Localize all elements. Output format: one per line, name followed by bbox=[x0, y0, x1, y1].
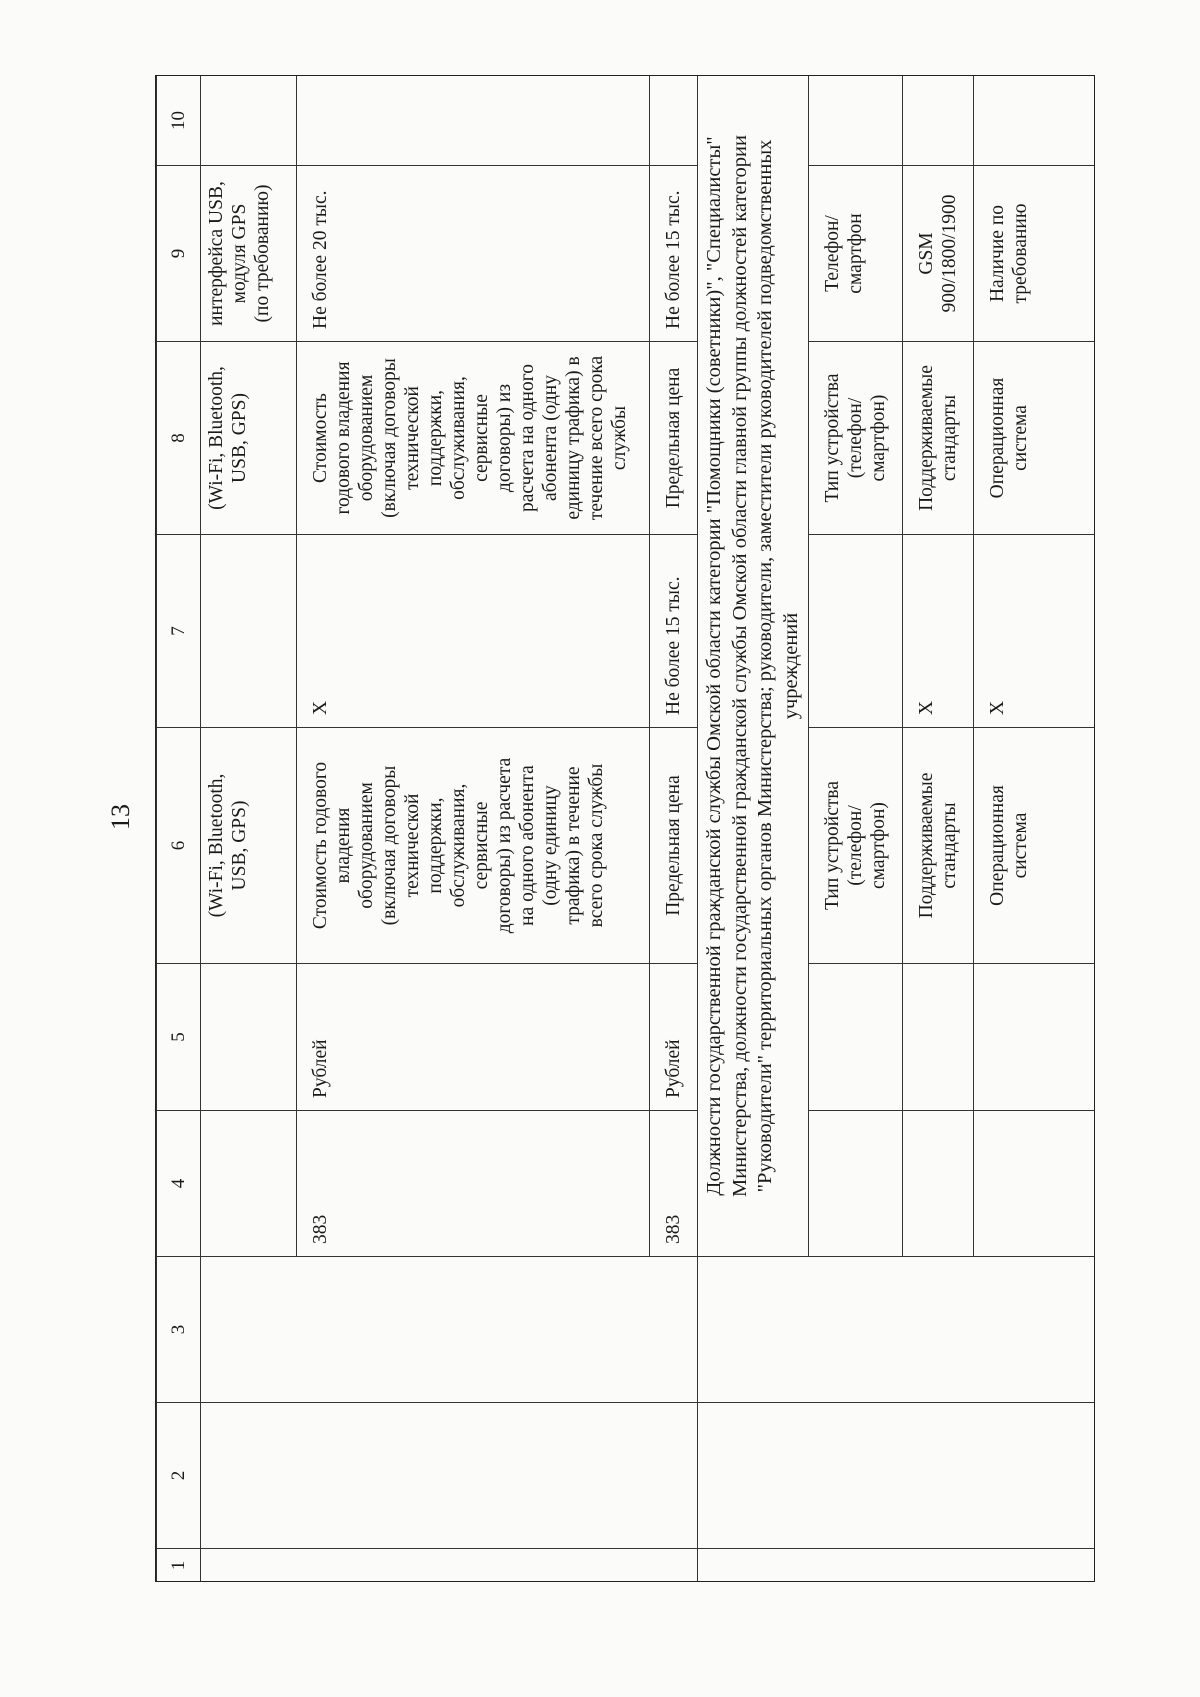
table-cell bbox=[698, 1257, 1096, 1403]
table-cell: Телефон/ смартфон bbox=[809, 166, 903, 342]
col-number-10: 10 bbox=[157, 76, 201, 166]
table-cell bbox=[974, 76, 1096, 166]
table-cell: GSM 900/1800/1900 bbox=[903, 166, 974, 342]
table-cell: Операционная система bbox=[974, 342, 1096, 535]
table-cell bbox=[809, 535, 903, 728]
table-cell bbox=[201, 535, 297, 728]
col-number-8: 8 bbox=[157, 342, 201, 535]
page-number: 13 bbox=[106, 804, 135, 830]
table-cell: Поддерживаемые стандарты bbox=[903, 728, 974, 964]
table-cell: (Wi-Fi, Bluetooth, USB, GPS) bbox=[201, 342, 297, 535]
column-number-row bbox=[157, 76, 201, 1583]
table-cell bbox=[698, 1403, 1096, 1549]
table-cell bbox=[698, 1549, 1096, 1583]
table-cell bbox=[809, 76, 903, 166]
table-row bbox=[201, 76, 297, 1583]
col-number-6: 6 bbox=[157, 728, 201, 964]
table-cell: X bbox=[297, 535, 650, 728]
table-cell bbox=[650, 76, 698, 166]
table-cell: Рублей bbox=[297, 964, 650, 1111]
col-number-7: 7 bbox=[157, 535, 201, 728]
table-cell bbox=[297, 76, 650, 166]
table-cell: Поддерживаемые стандарты bbox=[903, 342, 974, 535]
table-cell: X bbox=[903, 535, 974, 728]
col-number-9: 9 bbox=[157, 166, 201, 342]
table-cell bbox=[201, 1549, 698, 1583]
table-cell bbox=[201, 1403, 698, 1549]
table-cell: Операционная система bbox=[974, 728, 1096, 964]
table-cell: интерфейса USB, модуля GPS (по требованию) bbox=[201, 166, 297, 342]
table-cell: Не более 15 тыс. bbox=[650, 535, 698, 728]
table-cell: Стоимость годового владения оборудованием (включая договоры технической поддержки, обслуживания, сервисные договоры) из расчета на одного абонента (одну единицу трафика) в течение всего срока службы bbox=[297, 342, 650, 535]
table-cell: 383 bbox=[297, 1111, 650, 1257]
table-cell bbox=[201, 964, 297, 1111]
table-cell: 383 bbox=[650, 1111, 698, 1257]
table-cell: Стоимость годового владения оборудованием (включая договоры технической поддержки, обслуживания, сервисные договоры) из расчета на одного абонента (одну единицу трафика) в течение всего срока службы bbox=[297, 728, 650, 964]
table-cell bbox=[903, 964, 974, 1111]
table-cell bbox=[809, 1111, 903, 1257]
table-cell bbox=[903, 76, 974, 166]
table-cell bbox=[809, 964, 903, 1111]
table-cell bbox=[974, 1111, 1096, 1257]
table-cell bbox=[974, 964, 1096, 1111]
col-number-5: 5 bbox=[157, 964, 201, 1111]
table-cell: (Wi-Fi, Bluetooth, USB, GPS) bbox=[201, 728, 297, 964]
table-cell: X bbox=[974, 535, 1096, 728]
section-heading-row bbox=[698, 76, 809, 1583]
table-cell: Тип устройства (телефон/ смартфон) bbox=[809, 342, 903, 535]
col-number-3: 3 bbox=[157, 1257, 201, 1403]
table-cell bbox=[201, 1111, 297, 1257]
table-cell: Не более 20 тыс. bbox=[297, 166, 650, 342]
rotated-table-container bbox=[156, 76, 1095, 1582]
table-cell bbox=[201, 1257, 698, 1403]
table-cell bbox=[903, 1111, 974, 1257]
table-cell: Предельная цена bbox=[650, 728, 698, 964]
table-cell: Рублей bbox=[650, 964, 698, 1111]
section-heading: Должности государственной гражданской службы Омской области категории "Помощники (советники)", "Специалисты" Министерства, должности государственной гражданской службы Омской области главной группы должностей категории "Руководители" территориальных органов Министерства; руководители, заместители руководителей подведомственных учреждений bbox=[698, 76, 809, 1257]
col-number-4: 4 bbox=[157, 1111, 201, 1257]
page-table-frame bbox=[155, 75, 1095, 1582]
table-cell: Тип устройства (телефон/ смартфон) bbox=[809, 728, 903, 964]
table-cell bbox=[201, 76, 297, 166]
col-number-2: 2 bbox=[157, 1403, 201, 1549]
table-cell: Наличие по требованию bbox=[974, 166, 1096, 342]
table-cell: Не более 15 тыс. bbox=[650, 166, 698, 342]
table-cell: Предельная цена bbox=[650, 342, 698, 535]
specifications-table bbox=[156, 75, 1095, 1582]
col-number-1: 1 bbox=[157, 1549, 201, 1583]
